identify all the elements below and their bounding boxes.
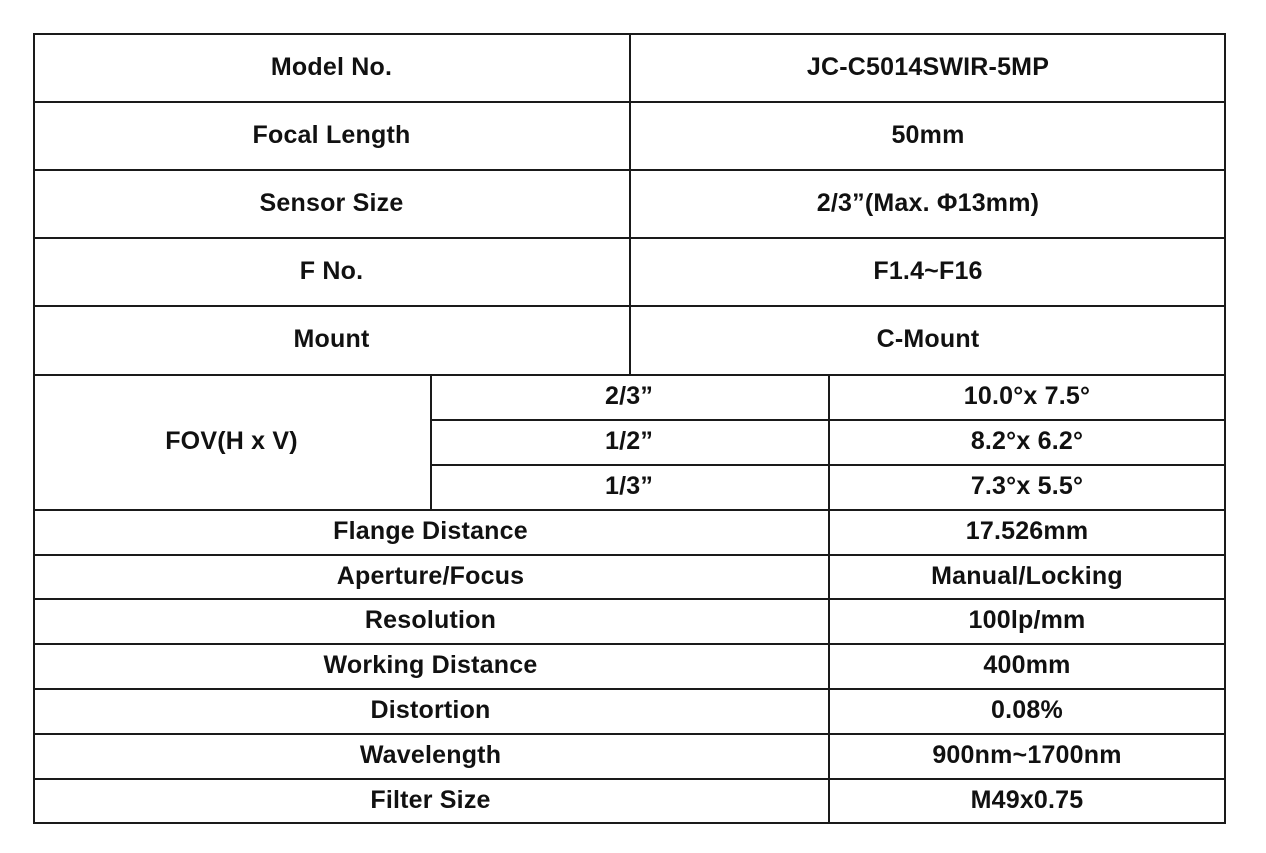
filter-size-value: M49x0.75 [970,785,1084,814]
f-no-value: F1.4~F16 [873,256,983,285]
fov-value-1-3: 7.3°x 5.5° [970,472,1084,500]
resolution-label: Resolution [364,606,497,634]
distortion-label: Distortion [370,696,491,724]
wavelength-label: Wavelength [359,741,502,769]
aperture-focus-value: Manual/Locking [931,561,1123,590]
spec-table [33,33,1226,823]
flange-distance-label: Flange Distance [333,517,528,545]
focal-length-label: Focal Length [252,120,411,149]
aperture-focus-label: Aperture/Focus [336,561,525,590]
fov-sensor-1-2: 1/2” [604,427,654,455]
filter-size-label: Filter Size [370,785,491,814]
fov-value-2-3: 10.0°x 7.5° [963,382,1091,410]
resolution-value: 100lp/mm [968,606,1086,634]
wavelength-value: 900nm~1700nm [932,741,1122,769]
distortion-value: 0.08% [991,696,1063,724]
focal-length-value: 50mm [891,120,965,149]
sensor-size-value: 2/3”(Max. Φ13mm) [816,188,1040,217]
working-distance-value: 400mm [983,651,1071,679]
fov-sensor-2-3: 2/3” [604,382,654,410]
mount-label: Mount [293,325,370,353]
f-no-label: F No. [299,256,364,285]
model-no-label: Model No. [270,52,393,81]
flange-distance-value: 17.526mm [965,517,1089,545]
model-no-value: JC-C5014SWIR-5MP [806,52,1050,81]
fov-sensor-1-3: 1/3” [604,472,654,500]
fov-label: FOV(H x V) [165,427,298,455]
fov-value-1-2: 8.2°x 6.2° [970,427,1084,455]
sensor-size-label: Sensor Size [259,188,404,217]
mount-value: C-Mount [876,325,980,353]
working-distance-label: Working Distance [323,651,538,679]
table-border-bottom [33,822,1226,824]
